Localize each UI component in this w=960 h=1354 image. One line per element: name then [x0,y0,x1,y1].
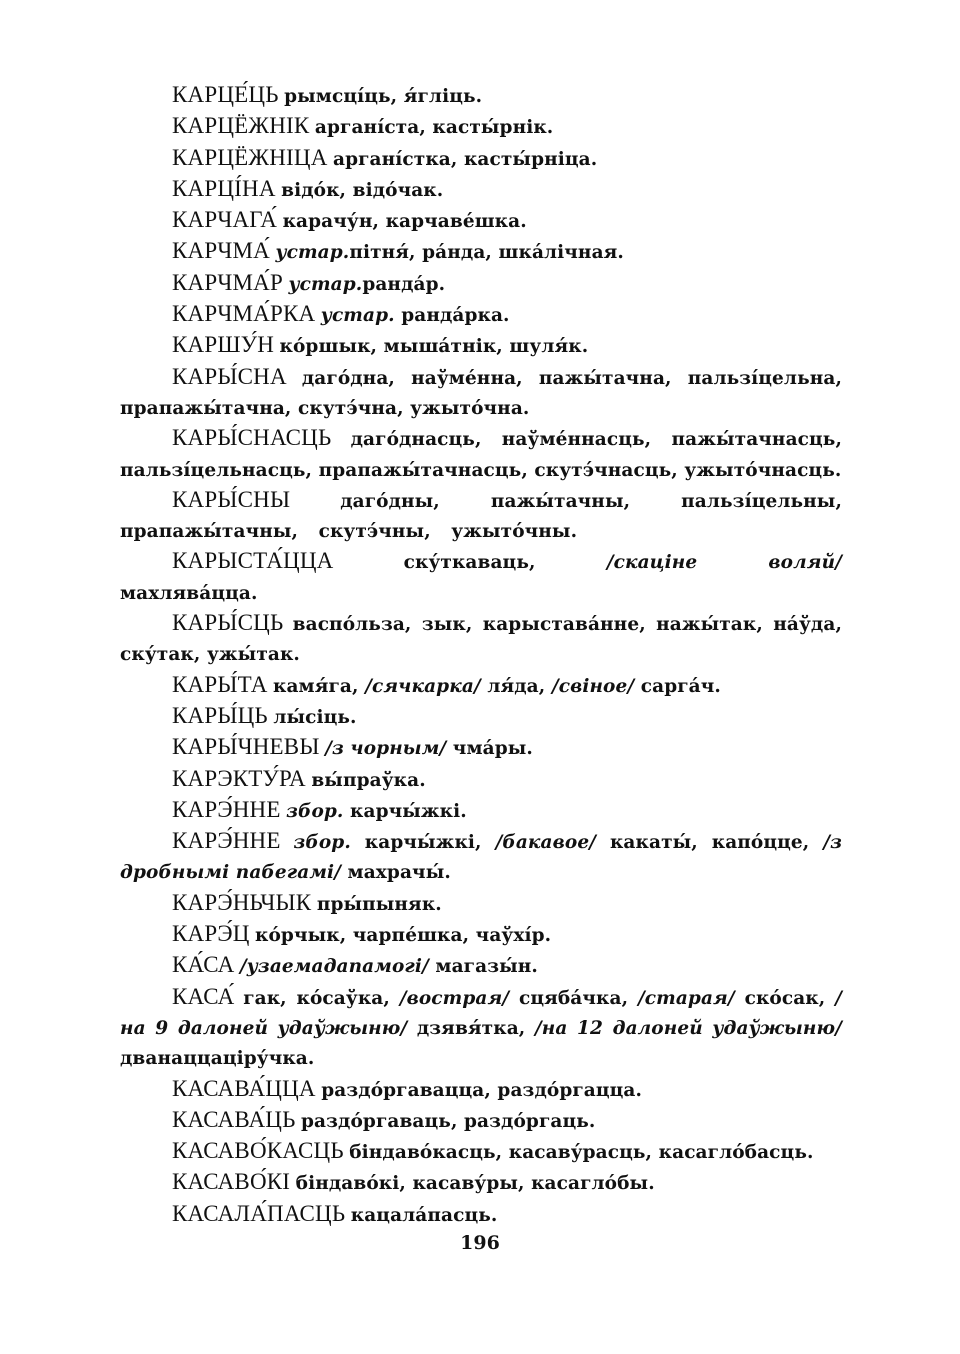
usage-note: збор. [286,800,344,822]
dictionary-entry [120,670,842,701]
entry-headword: КАСАВО́КАСЦЬ [172,1138,344,1164]
entry-headword: КАРЦІ́НА [172,175,276,201]
dictionary-entry [120,1105,842,1136]
entry-headword: КАРЭ́ННЕ [172,828,281,854]
entry-synonyms: ко́ршык, мыша́тнік, шуля́к. [279,336,589,358]
entry-synonyms: гак, ко́саўка, [243,987,400,1009]
entry-synonyms: махлява́цца. [120,582,258,604]
entry-headword: КАРЫ́СНА [172,363,287,389]
entry-headword: КАРЭ́НЬЧЫК [172,889,312,915]
usage-note: /скаціне воляй/ [606,552,842,574]
entry-headword: КАРЧМА́РКА [172,301,316,327]
dictionary-entry [120,732,842,763]
entry-synonyms: ко́рчык, чарпе́шка, чаўхі́р. [255,925,552,947]
usage-note: /сячкарка/ [365,675,481,697]
entry-synonyms: камя́га, [273,675,366,697]
usage-note: /з чорным/ [325,738,447,760]
entry-synonyms: ля́да, [480,675,552,697]
entry-headword: КАРЫ́ЧНЕВЫ [172,734,320,760]
entry-headword: КАСА́ [172,983,235,1009]
dictionary-entry [120,701,842,732]
entry-synonyms: рымсці́ць, я́гліць. [284,86,483,107]
dictionary-entry [120,888,842,919]
entry-synonyms: васпо́льза, зык, карыстава́нне, нажы́так, на́ўда, ску́так, ужы́так. [120,614,842,666]
usage-note: збор. [293,832,351,854]
usage-note: /бакавое/ [495,832,597,854]
page-number: 196 [460,1232,500,1254]
dictionary-entry [120,423,842,485]
dictionary-entry [120,764,842,795]
dictionary-entry [120,982,842,1074]
entry-synonyms: раздо́ргавацца, раздо́ргацца. [321,1079,643,1101]
entry-synonyms: пры́пыняк. [316,893,442,915]
entry-headword: КАРШУ́Н [172,332,275,358]
entry-synonyms: даго́днасць, наўме́ннасць, пажы́тачнасць, пальзі́цельнасць, прапажы́тачнасць, скутэ́чнасць, ужыто́чнасць. [120,429,842,481]
entry-synonyms: сцяба́чка, [509,987,638,1009]
entry-headword: КАРЧМА́Р [172,269,283,295]
dictionary-entry [120,143,842,174]
entry-synonyms: аргані́ста, касты́рнік. [314,117,554,139]
entry-synonyms: пітня́, ра́нда, шка́лічная. [349,242,624,264]
usage-note: /на 9 далоней удаўжыню/ [120,987,842,1039]
entry-headword: КАСАЛА́ПАСЦЬ [172,1200,346,1226]
entry-synonyms: даго́дны, пажы́тачны, пальзі́цельны, прапажы́тачны, скутэ́чны, ужыто́чны. [120,490,842,543]
dictionary-entry [120,330,842,361]
usage-note: /вострая/ [399,987,510,1009]
entry-synonyms: біндаво́кі, касаву́ры, касагло́бы. [295,1173,655,1195]
dictionary-entry [120,236,842,267]
entry-synonyms: махрачы́. [341,862,451,884]
entry-synonyms: дзявя́тка, [407,1017,535,1039]
entry-synonyms: лы́сіць. [273,706,357,728]
entry-synonyms: карачу́н, карчаве́шка. [282,211,527,233]
dictionary-entry [120,1167,842,1198]
entry-synonyms: чма́ры. [446,738,533,760]
dictionary-entry [120,174,842,205]
entry-headword: КАРЦЁЖНІЦА [172,144,328,170]
entry-headword: КАРЫ́ТА [172,671,268,697]
dictionary-entry [120,362,842,424]
usage-note: /свіное/ [551,675,635,697]
entry-synonyms: даго́дна, наўме́нна, пажы́тачна, пальзі́цельна, прапажы́тачна, скутэ́чна, ужыто́чна. [120,367,842,419]
entry-synonyms: відо́к, відо́чак. [281,179,444,201]
dictionary-entry [120,919,842,950]
entry-synonyms: раздо́ргаваць, раздо́ргаць. [301,1110,596,1132]
entry-headword: КАРЫСТА́ЦЦА [172,548,334,574]
entry-synonyms: вы́праўка. [311,769,426,791]
dictionary-entry [120,795,842,826]
usage-note: /з дробнымі пабегамі/ [120,832,843,884]
entry-headword: КАРЦЁЖНІК [172,113,310,139]
entry-synonyms: сарга́ч. [634,675,721,697]
dictionary-entry [120,80,842,111]
dictionary-entry [120,205,842,236]
entry-synonyms: ранда́рка. [394,305,510,327]
entry-headword: КАРЫ́СЦЬ [172,610,284,636]
entry-synonyms: аргані́стка, касты́рніца. [332,148,598,170]
dictionary-entry [120,299,842,330]
entry-synonyms: дванаццаціру́чка. [120,1048,315,1070]
usage-note: /старая/ [637,987,735,1009]
usage-note: устар. [320,305,395,327]
usage-note: /на 12 далоней удаўжыню/ [534,1017,842,1039]
dictionary-entry [120,485,842,547]
entry-headword: КАРЫ́ЦЬ [172,702,268,728]
dictionary-entry [120,608,842,670]
dictionary-entry [120,111,842,142]
entry-synonyms: ско́сак, [734,987,836,1009]
dictionary-entry [120,826,842,888]
usage-note: устар. [275,242,350,264]
dictionary-page [120,80,842,1230]
entry-synonyms: карчы́жкі. [343,800,467,822]
dictionary-entry [120,546,842,608]
entry-headword: КАСАВО́КІ [172,1169,291,1195]
entry-synonyms: біндаво́касць, касаву́расць, касагло́басць. [349,1142,814,1164]
usage-note: /узаемадапамогі/ [239,956,429,978]
entry-headword: КАСАВА́ЦЬ [172,1106,296,1132]
entry-headword: КАРЧАГА́ [172,207,278,233]
usage-note: устар. [288,273,363,295]
dictionary-entry [120,268,842,299]
entry-headword: КАРЦЕ́ЦЬ [172,82,279,107]
entry-synonyms: какаты́, капо́цце, [596,832,824,854]
entry-headword: КАРЭКТУ́РА [172,765,306,791]
dictionary-entry [120,1199,842,1230]
entry-synonyms: ранда́р. [362,273,446,295]
entry-headword: КАСАВА́ЦЦА [172,1075,316,1101]
entry-headword: КАРЫ́СНЫ [172,486,291,512]
entry-synonyms: магазы́н. [428,956,538,978]
entry-headword: КАРЧМА́ [172,238,270,264]
entry-headword: КАРЫ́СНАСЦЬ [172,425,332,451]
dictionary-entry [120,1136,842,1167]
entry-headword: КА́СА [172,952,235,978]
entry-synonyms: карчы́жкі, [350,832,496,854]
entry-headword: КАРЭ́ННЕ [172,796,281,822]
entry-synonyms: ску́ткаваць, [403,552,607,574]
entry-headword: КАРЭ́Ц [172,921,250,947]
dictionary-entry [120,1074,842,1105]
dictionary-entry [120,950,842,981]
entry-synonyms: кацала́пасць. [350,1204,498,1226]
